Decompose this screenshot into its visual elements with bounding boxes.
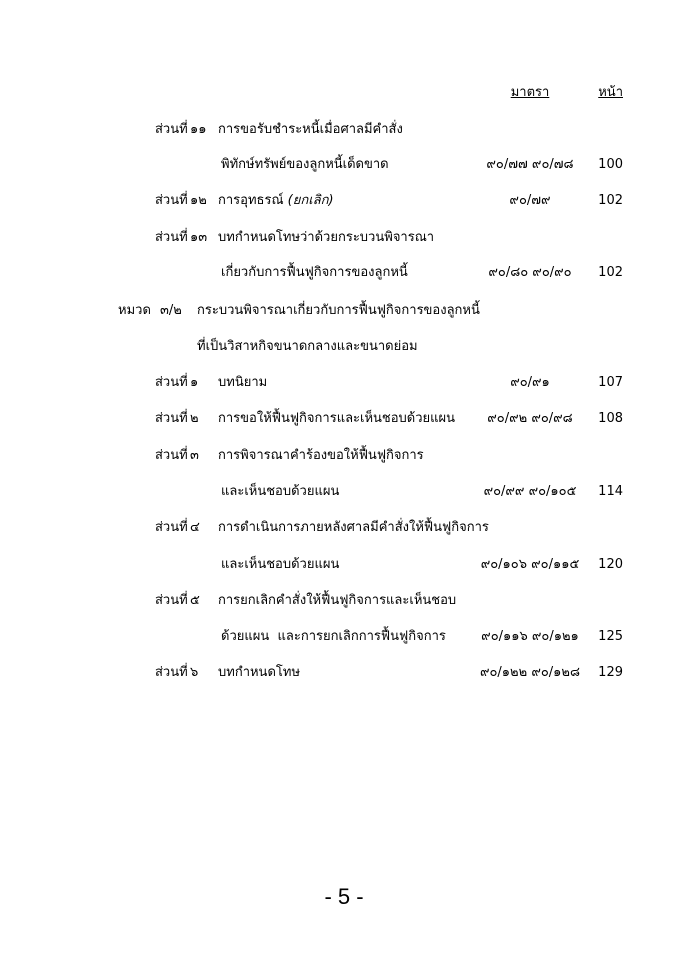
section-range: ๙๐/๗๙ — [509, 193, 551, 208]
section-range: ๙๐/๑๑๖ ๙๐/๑๒๑ — [481, 629, 579, 644]
section-range: ๙๐/๙๒ ๙๐/๙๘ — [487, 411, 573, 426]
toc-entry-part-1 — [0, 373, 688, 393]
part-title: การพิจารณาคำร้องขอให้ฟื้นฟูกิจการ — [218, 448, 424, 463]
part-label: ส่วนที่ — [155, 122, 188, 137]
toc-entry-part-6 — [0, 663, 688, 683]
page-number: 120 — [598, 557, 623, 572]
page-column-header: หน้า — [598, 85, 623, 100]
section-range: ๙๐/๑๐๖ ๙๐/๑๑๕ — [480, 557, 580, 572]
part-title: การดำเนินการภายหลังศาลมีคำสั่งให้ฟื้นฟูกิจการ — [218, 520, 489, 535]
part-number: ๑๓ — [190, 230, 208, 245]
part-label: ส่วนที่ — [155, 193, 188, 208]
toc-entry-part-3-cont — [0, 482, 688, 502]
part-number: ๒ — [190, 411, 199, 426]
part-title: บทนิยาม — [218, 375, 268, 390]
toc-entry-part-3 — [0, 446, 688, 466]
chapter-number: ๓/๒ — [160, 303, 182, 318]
part-title: การขอให้ฟื้นฟูกิจการและเห็นชอบด้วยแผน — [218, 411, 456, 426]
part-title-continuation: ด้วยแผน และการยกเลิกการฟื้นฟูกิจการ — [221, 629, 446, 644]
page-number: 100 — [598, 157, 623, 172]
part-number: ๑๒ — [190, 193, 207, 208]
toc-entry-part-4 — [0, 518, 688, 538]
page-number: 102 — [598, 193, 623, 208]
part-label: ส่วนที่ — [155, 665, 188, 680]
column-headers — [0, 83, 688, 103]
page-footer-number: - 5 - — [324, 884, 364, 909]
part-title-continuation: พิทักษ์ทรัพย์ของลูกหนี้เด็ดขาด — [221, 157, 389, 172]
part-title: การยกเลิกคำสั่งให้ฟื้นฟูกิจการและเห็นชอบ — [218, 593, 457, 608]
toc-entry-part-13 — [0, 228, 688, 248]
page-number: 114 — [598, 484, 623, 499]
section-range: ๙๐/๗๗ ๙๐/๗๘ — [486, 157, 574, 172]
part-label: ส่วนที่ — [155, 520, 188, 535]
part-number: ๑ — [190, 375, 199, 390]
part-title: บทกำหนดโทษ — [218, 665, 301, 680]
part-title-continuation: เกี่ยวกับการฟื้นฟูกิจการของลูกหนี้ — [221, 265, 408, 280]
part-number: ๓ — [190, 448, 199, 463]
part-number: ๔ — [190, 520, 200, 535]
toc-entry-part-12 — [0, 191, 688, 211]
toc-entry-part-11-cont — [0, 155, 688, 175]
part-label: ส่วนที่ — [155, 411, 188, 426]
part-label: ส่วนที่ — [155, 375, 188, 390]
repealed-note: (ยกเลิก) — [287, 193, 334, 208]
chapter-label: หมวด — [118, 303, 151, 318]
chapter-title-continuation: ที่เป็นวิสาหกิจขนาดกลางและขนาดย่อม — [197, 339, 418, 354]
toc-entry-part-2 — [0, 409, 688, 429]
part-number: ๑๑ — [190, 122, 207, 137]
part-title: บทกำหนดโทษว่าด้วยกระบวนพิจารณา — [218, 230, 435, 245]
toc-entry-part-5 — [0, 591, 688, 611]
part-number: ๕ — [190, 593, 200, 608]
section-range: ๙๐/๙๙ ๙๐/๑๐๕ — [483, 484, 577, 499]
part-title: การขอรับชำระหนี้เมื่อศาลมีคำสั่ง — [218, 122, 403, 137]
toc-entry-part-5-cont — [0, 627, 688, 647]
section-range: ๙๐/๙๑ — [510, 375, 550, 390]
part-title — [218, 191, 334, 211]
section-column-header: มาตรา — [510, 85, 550, 100]
chapter-title: กระบวนพิจารณาเกี่ยวกับการฟื้นฟูกิจการของลูกหนี้ — [197, 303, 480, 318]
page-number: 108 — [598, 411, 623, 426]
page-number: 107 — [598, 375, 623, 390]
section-range: ๙๐/๘๐ ๙๐/๙๐ — [488, 265, 572, 280]
part-label: ส่วนที่ — [155, 593, 188, 608]
toc-chapter-cont — [0, 337, 688, 357]
page-number: 125 — [598, 629, 623, 644]
part-title-continuation: และเห็นชอบด้วยแผน — [221, 484, 340, 499]
part-label: ส่วนที่ — [155, 448, 188, 463]
toc-entry-part-4-cont — [0, 555, 688, 575]
toc-chapter — [0, 301, 688, 321]
page-number: 129 — [598, 665, 623, 680]
section-range: ๙๐/๑๒๒ ๙๐/๑๒๘ — [479, 665, 581, 680]
toc-entry-part-11 — [0, 120, 688, 140]
part-label: ส่วนที่ — [155, 230, 188, 245]
part-title-continuation: และเห็นชอบด้วยแผน — [221, 557, 340, 572]
part-title-text: การอุทธรณ์ — [218, 193, 284, 208]
part-number: ๖ — [190, 665, 199, 680]
toc-entry-part-13-cont — [0, 263, 688, 283]
page-number: 102 — [598, 265, 623, 280]
